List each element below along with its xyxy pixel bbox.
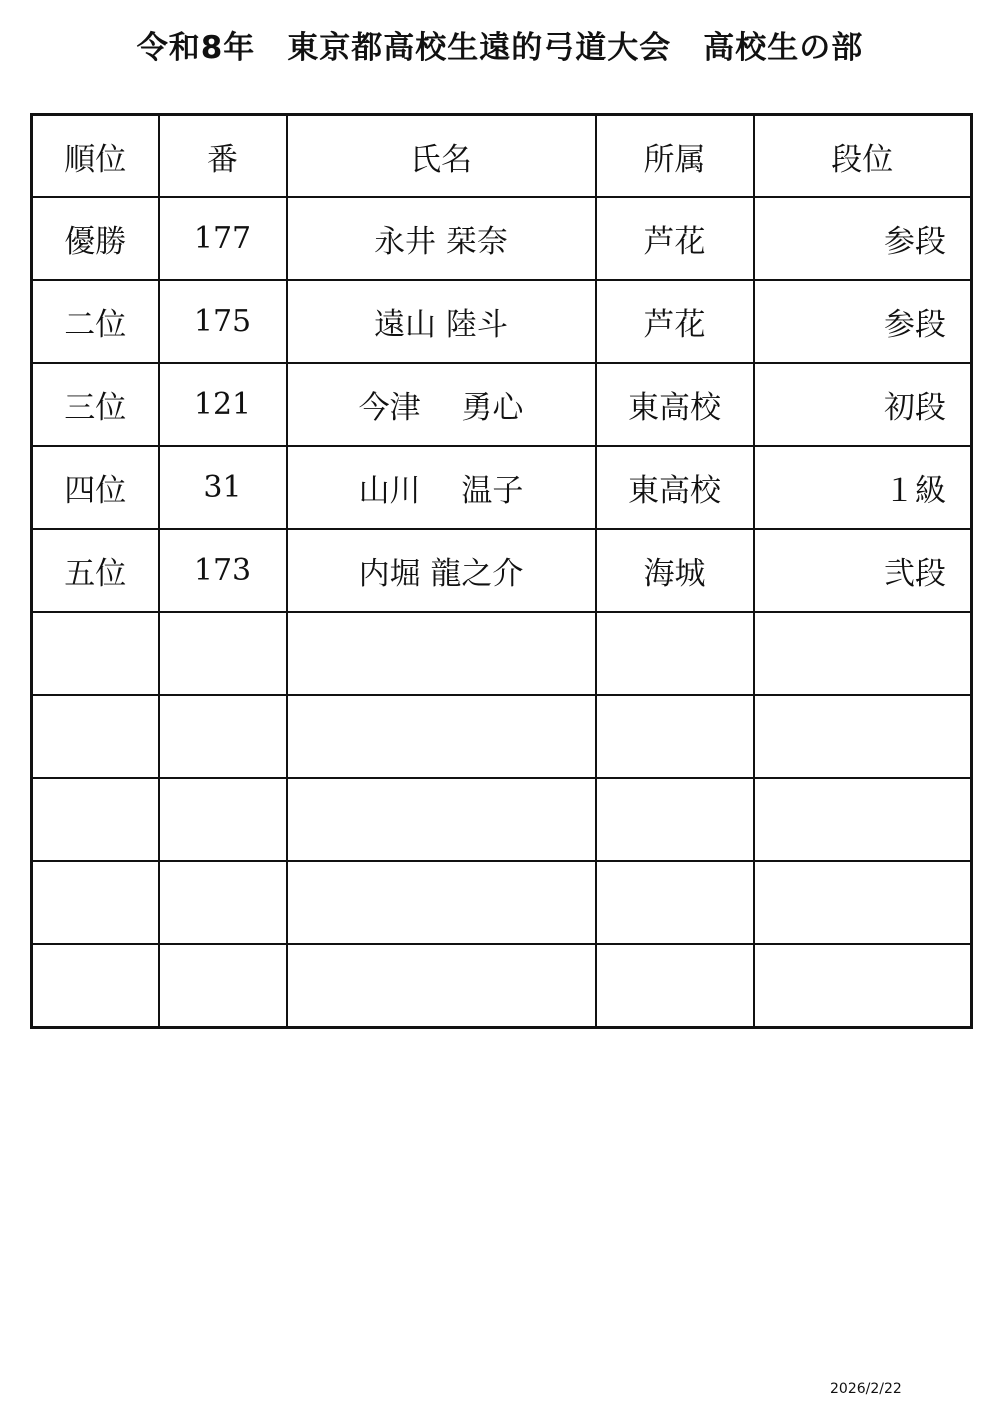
table-row — [32, 197, 972, 280]
grade-cell — [754, 612, 972, 695]
rank-cell: 三位 — [32, 363, 159, 446]
rank-cell — [32, 612, 159, 695]
name-cell — [287, 861, 596, 944]
rank-cell: 五位 — [32, 529, 159, 612]
affiliation-cell: 海城 — [596, 529, 754, 612]
rank-cell — [32, 944, 159, 1028]
header-number: 番 — [159, 115, 287, 198]
grade-cell: 参段 — [754, 197, 972, 280]
rank-cell: 二位 — [32, 280, 159, 363]
affiliation-cell: 東高校 — [596, 446, 754, 529]
affiliation-cell — [596, 861, 754, 944]
table-row-empty — [32, 695, 972, 778]
name-cell: 内堀 龍之介 — [287, 529, 596, 612]
results-table — [30, 113, 973, 1029]
name-cell — [287, 944, 596, 1028]
number-cell — [159, 944, 287, 1028]
grade-cell: 弐段 — [754, 529, 972, 612]
rank-cell — [32, 778, 159, 861]
affiliation-cell: 芦花 — [596, 197, 754, 280]
rank-cell: 四位 — [32, 446, 159, 529]
grade-cell — [754, 861, 972, 944]
table-row — [32, 363, 972, 446]
table-row-empty — [32, 944, 972, 1028]
number-cell: 31 — [159, 446, 287, 529]
header-affiliation: 所属 — [596, 115, 754, 198]
number-cell — [159, 612, 287, 695]
header-rank: 順位 — [32, 115, 159, 198]
grade-cell: 初段 — [754, 363, 972, 446]
header-grade: 段位 — [754, 115, 972, 198]
grade-cell: 参段 — [754, 280, 972, 363]
affiliation-cell — [596, 612, 754, 695]
table-row-empty — [32, 612, 972, 695]
affiliation-cell: 東高校 — [596, 363, 754, 446]
name-cell: 今津 勇心 — [287, 363, 596, 446]
affiliation-cell — [596, 778, 754, 861]
number-cell — [159, 695, 287, 778]
number-cell: 173 — [159, 529, 287, 612]
rank-cell — [32, 695, 159, 778]
name-cell — [287, 778, 596, 861]
name-cell — [287, 612, 596, 695]
rank-cell: 優勝 — [32, 197, 159, 280]
table-row-empty — [32, 861, 972, 944]
number-cell: 175 — [159, 280, 287, 363]
document-title: 令和8年 東京都高校生遠的弓道大会 高校生の部 — [136, 30, 864, 66]
name-cell: 永井 栞奈 — [287, 197, 596, 280]
affiliation-cell — [596, 944, 754, 1028]
grade-cell: １級 — [754, 446, 972, 529]
header-name: 氏名 — [287, 115, 596, 198]
number-cell — [159, 861, 287, 944]
number-cell — [159, 778, 287, 861]
name-cell: 遠山 陸斗 — [287, 280, 596, 363]
document-date: 2026/2/22 — [830, 1381, 902, 1397]
name-cell — [287, 695, 596, 778]
rank-cell — [32, 861, 159, 944]
table-row — [32, 446, 972, 529]
number-cell: 177 — [159, 197, 287, 280]
table-row — [32, 280, 972, 363]
affiliation-cell: 芦花 — [596, 280, 754, 363]
grade-cell — [754, 944, 972, 1028]
affiliation-cell — [596, 695, 754, 778]
table-row-empty — [32, 778, 972, 861]
name-cell: 山川 温子 — [287, 446, 596, 529]
number-cell: 121 — [159, 363, 287, 446]
grade-cell — [754, 778, 972, 861]
grade-cell — [754, 695, 972, 778]
header-row — [32, 115, 972, 198]
table-row — [32, 529, 972, 612]
